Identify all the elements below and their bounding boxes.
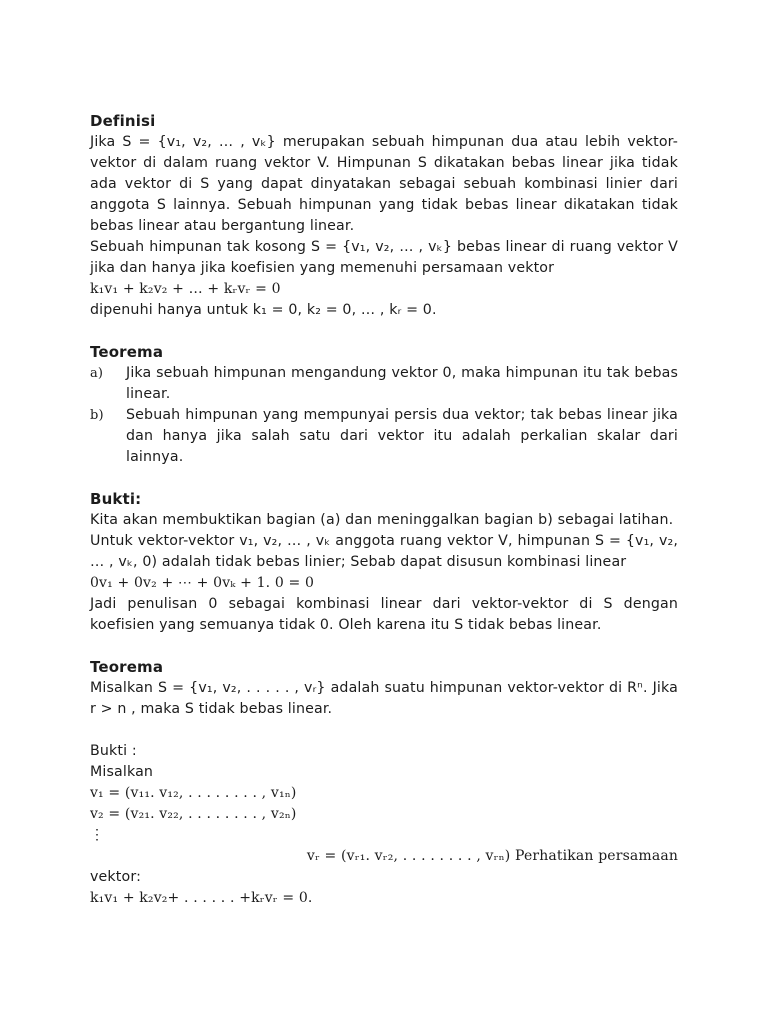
bukti-1-equation: 0v₁ + 0v₂ + ⋯ + 0vₖ + 1. 0 = 0: [90, 575, 315, 591]
definisi-paragraph-1: Jika S = {v₁, v₂, … , vₖ} merupakan sebuah himpunan dua atau lebih vektor-vektor di dalam ruang vektor V. Himpunan S dikatakan bebas linear jika tidak ada vektor di S yang dapat dinyatakan sebagai sebuah kombinasi linier dari anggota S lainnya. Sebuah himpunan yang tidak bebas linear dikatakan tidak bebas linear atau bergantung linear.: [90, 134, 678, 234]
list-item-text: Sebuah himpunan yang mempunyai persis dua vektor; tak bebas linear jika dan hanya jika salah satu dari vektor itu adalah perkalian skalar dari lainnya.: [126, 407, 678, 465]
bukti-2-vektor-label: vektor:: [90, 869, 141, 885]
definisi-paragraph-2: Sebuah himpunan tak kosong S = {v₁, v₂, … , vₖ} bebas linear di ruang vektor V jika dan hanya jika koefisien yang memenuhi persamaan vektor: [90, 239, 678, 276]
vector-v2-definition: v₂ = (v₂₁. v₂₂, . . . . . . . . , v₂ₙ): [90, 806, 297, 822]
list-item: [90, 405, 678, 468]
bukti-2-heading: Bukti :: [90, 743, 137, 759]
bukti-1-paragraph-2: Untuk vektor-vektor v₁, v₂, … , vₖ anggota ruang vektor V, himpunan S = {v₁, v₂, … , vₖ, 0) adalah tidak bebas linier; Sebab dapat disusun kombinasi linear: [90, 533, 678, 570]
list-marker: a): [90, 366, 104, 381]
bukti-2-misalkan: Misalkan: [90, 764, 154, 780]
list-item: [90, 363, 678, 405]
bukti-2-equation: k₁v₁ + k₂v₂+ . . . . . . +kᵣvᵣ = 0.: [90, 890, 313, 906]
bukti-1-paragraph-1: Kita akan membuktikan bagian (a) dan meninggalkan bagian b) sebagai latihan.: [90, 512, 674, 528]
teorema-2-paragraph: Misalkan S = {v₁, v₂, . . . . . , vᵣ} adalah suatu himpunan vektor-vektor di Rⁿ. Jika r > n , maka S tidak bebas linear.: [90, 680, 678, 717]
vector-vr-definition: vᵣ = (vᵣ₁. vᵣ₂, . . . . . . . . , vᵣₙ) Perhatikan persamaan: [306, 848, 678, 864]
list-marker: b): [90, 408, 104, 423]
bukti-1-paragraph-3: Jadi penulisan 0 sebagai kombinasi linear dari vektor-vektor di S dengan koefisien yang semuanya tidak 0. Oleh karena itu S tidak bebas linear.: [90, 596, 678, 633]
vector-v1-definition: v₁ = (v₁₁. v₁₂, . . . . . . . . , v₁ₙ): [90, 785, 297, 801]
teorema-1-list: [90, 363, 678, 468]
teorema-2-heading: Teorema: [90, 658, 164, 676]
bukti-1-heading: Bukti:: [90, 490, 142, 508]
list-item-text: Jika sebuah himpunan mengandung vektor 0, maka himpunan itu tak bebas linear.: [126, 365, 678, 402]
definisi-paragraph-3: dipenuhi hanya untuk k₁ = 0, k₂ = 0, … , kᵣ = 0.: [90, 302, 437, 318]
document-page: [90, 111, 678, 909]
vertical-dots: ⋮: [90, 827, 105, 843]
definisi-heading: Definisi: [90, 112, 156, 130]
teorema-1-heading: Teorema: [90, 343, 164, 361]
definisi-equation: k₁v₁ + k₂v₂ + … + kᵣvᵣ = 0: [90, 281, 281, 297]
